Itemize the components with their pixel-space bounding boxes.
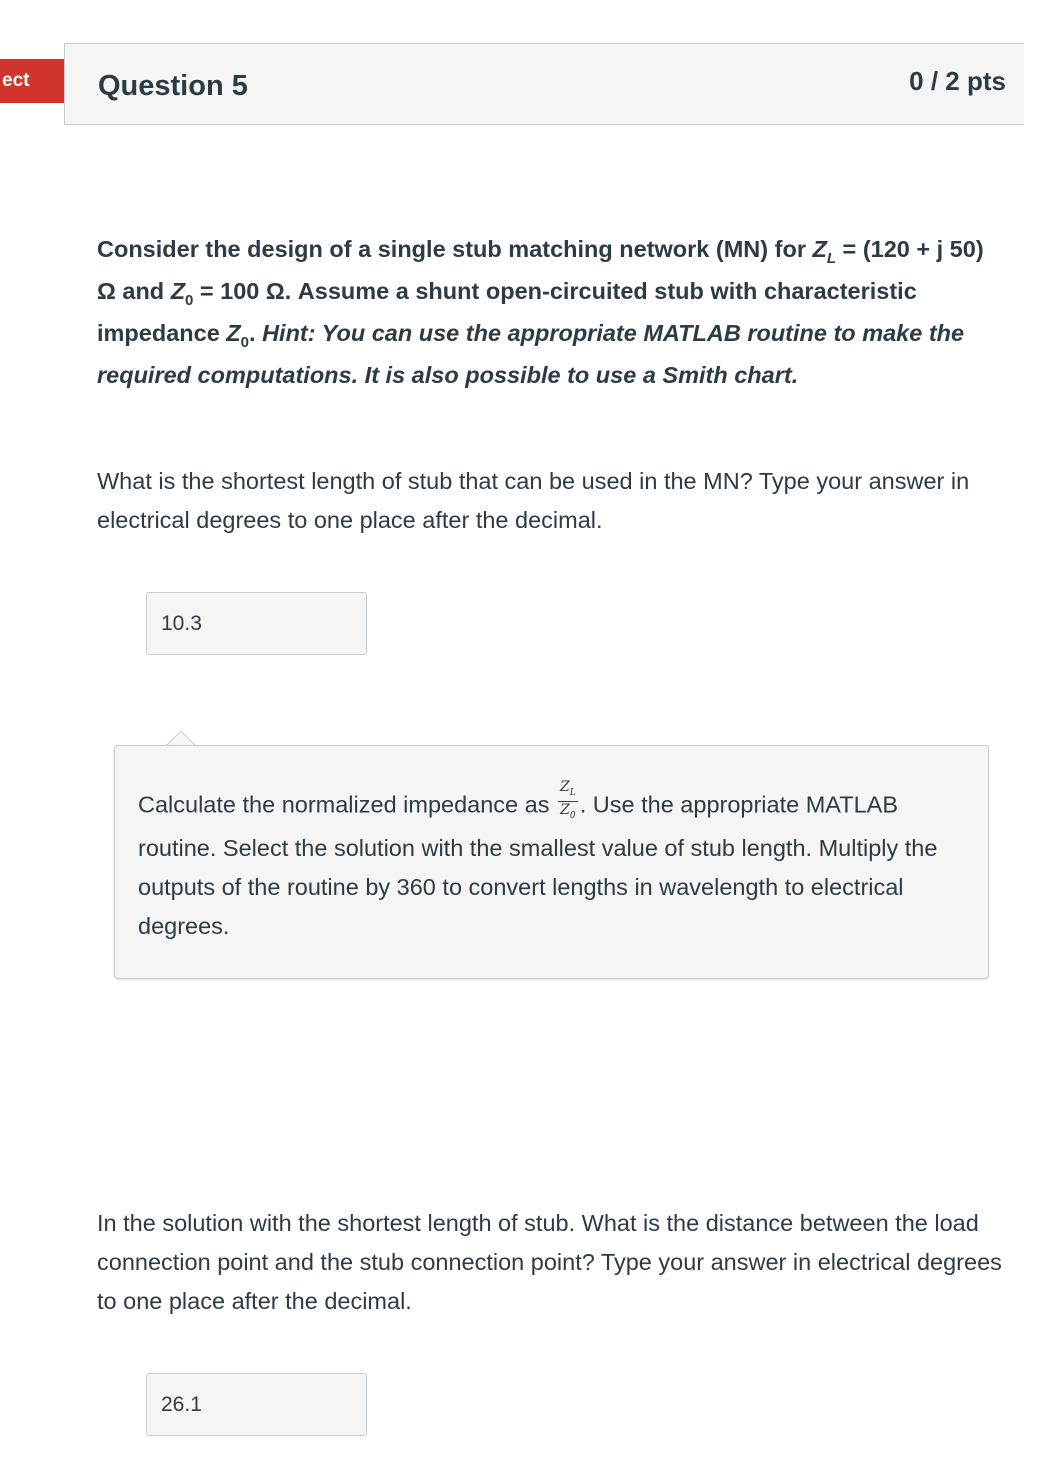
feedback-text-before: Calculate the normalized impedance as (138, 791, 557, 818)
question-points: 0 / 2 pts (909, 66, 1006, 96)
answer-1-field[interactable]: 10.3 (146, 592, 367, 655)
flag-label: ect (2, 70, 30, 91)
z0b-symbol: Z (226, 320, 241, 346)
z0-symbol: Z (170, 278, 186, 304)
numerator-symbol: Z (560, 779, 570, 795)
prompt-hint: Hint: You can use the appropriate MATLAB routine to make the required computations. It is also possible to use a Smith chart. (97, 320, 965, 388)
feedback-text-after: . Use the appropriate MATLAB routine. Select the solution with the smallest value of stub length. Multiply the outputs of the routine by 360 to convert lengths in wavelength to electrical degrees. (138, 791, 938, 939)
prompt-text-4: . (249, 320, 263, 346)
fraction-numerator (558, 779, 578, 802)
question-prompt (97, 230, 1007, 395)
fraction-denominator (558, 802, 578, 824)
zl-subscript: L (826, 250, 837, 267)
question-header (64, 43, 1024, 125)
prompt-text-3: = 100 Ω. Assume a shunt open-circuited stub with characteristic impedance (97, 278, 917, 346)
subquestion-2-text: In the solution with the shortest length of stub. What is the distance between the load connection point and the stub connection point? Type your answer in electrical degrees to one place after the decimal. (97, 1210, 1002, 1314)
numerator-subscript: L (569, 787, 576, 798)
zl-symbol: Z (812, 236, 827, 262)
z0-subscript: 0 (185, 292, 194, 309)
denominator-subscript: 0 (569, 810, 576, 821)
feedback-comment (114, 745, 989, 979)
question-title: Question 5 (98, 70, 248, 102)
answer-2-field[interactable]: 26.1 (146, 1373, 367, 1436)
normalized-impedance-fraction (558, 779, 578, 824)
feedback-text (138, 779, 958, 946)
denominator-symbol: Z (560, 801, 570, 818)
feedback-pointer (166, 730, 196, 746)
prompt-text-1: Consider the design of a single stub matching network (MN) for (97, 236, 813, 262)
prompt-text-2: = (120 + j 50) Ω and (97, 236, 984, 304)
z0b-subscript: 0 (240, 334, 249, 351)
subquestion-1-text: What is the shortest length of stub that can be used in the MN? Type your answer in electrical degrees to one place after the decimal. (97, 468, 970, 533)
